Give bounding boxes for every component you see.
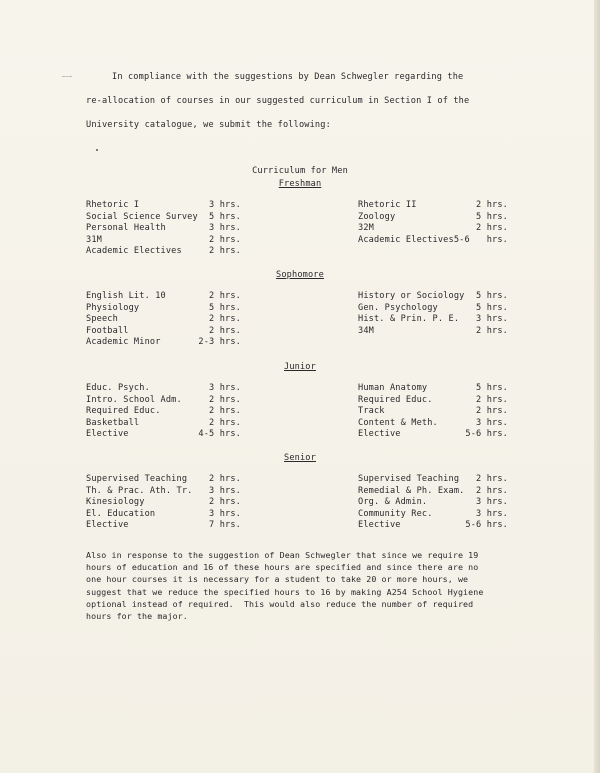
closing-line: Also in response to the suggestion of Dean Schwegler that since we require 19 bbox=[86, 550, 479, 560]
course-hours: 3 hrs. bbox=[209, 383, 241, 393]
intro-line-3: University catalogue, we submit the following: bbox=[86, 120, 331, 130]
course-name: Football bbox=[86, 325, 129, 336]
closing-paragraph bbox=[86, 549, 526, 622]
course-hours: 5 hrs. bbox=[476, 383, 508, 393]
course-hours: 4-5 hrs. bbox=[198, 429, 241, 440]
course-hours: 2 hrs. bbox=[476, 406, 508, 417]
course-name: Zoology bbox=[358, 211, 396, 222]
course-hours: 2 hrs. bbox=[209, 497, 241, 508]
course-hours: 5 hrs. bbox=[209, 211, 241, 222]
course-hours: 7 hrs. bbox=[209, 520, 241, 531]
course-name: Elective bbox=[86, 429, 129, 440]
page-edge bbox=[594, 0, 600, 773]
course-name: 32M bbox=[358, 223, 374, 234]
course-hours: 2 hrs. bbox=[209, 234, 241, 245]
course-hours: 2 hrs. bbox=[476, 394, 508, 405]
closing-line: hours for the major. bbox=[86, 611, 188, 622]
course-hours: 5 hrs. bbox=[476, 291, 508, 301]
year-heading-junior: Junior bbox=[284, 362, 316, 372]
course-hours: 2 hrs. bbox=[209, 394, 241, 405]
course-name: Physiology bbox=[86, 302, 140, 313]
course-hours: 2 hrs. bbox=[209, 246, 241, 257]
course-hours: hrs. bbox=[486, 234, 508, 245]
course-name: Required Educ. bbox=[86, 406, 161, 417]
pencil-mark bbox=[62, 76, 72, 80]
course-name: Supervised Teaching bbox=[86, 474, 188, 484]
course-hours: 2 hrs. bbox=[476, 200, 508, 210]
course-name: Human Anatomy bbox=[358, 383, 428, 393]
course-hours: 2 hrs. bbox=[209, 291, 241, 301]
course-hours: 3 hrs. bbox=[476, 497, 508, 508]
course-name: Educ. Psych. bbox=[86, 383, 150, 393]
course-name: Hist. & Prin. P. E. bbox=[358, 314, 460, 325]
course-hours: 2 hrs. bbox=[209, 474, 241, 484]
course-hours: 3 hrs. bbox=[209, 223, 241, 234]
course-name: History or Sociology bbox=[358, 291, 465, 301]
year-heading-senior: Senior bbox=[284, 453, 316, 463]
course-hours: 2 hrs. bbox=[476, 325, 508, 336]
year-heading-freshman: Freshman bbox=[278, 179, 322, 189]
course-name: Elective bbox=[358, 520, 401, 531]
course-name: 31M bbox=[86, 234, 102, 245]
closing-line: optional instead of required. This would also reduce the number of required bbox=[86, 598, 474, 609]
course-name: 34M bbox=[358, 325, 374, 336]
course-name: Kinesiology bbox=[86, 497, 145, 508]
course-name: Community Rec. bbox=[358, 508, 433, 519]
course-name: Speech bbox=[86, 314, 118, 325]
course-hours: 5 hrs. bbox=[476, 302, 508, 313]
course-name: Academic Minor bbox=[86, 337, 161, 348]
course-hours: 5 hrs. bbox=[209, 302, 241, 313]
course-name: Academic Electives bbox=[86, 246, 182, 257]
intro-line-1: In compliance with the suggestions by Dean Schwegler regarding the bbox=[112, 72, 464, 82]
course-hours: 2 hrs. bbox=[209, 325, 241, 336]
course-name: Required Educ. bbox=[358, 394, 433, 405]
course-hours: 2 hrs. bbox=[476, 223, 508, 234]
course-hours: 5-6 hrs. bbox=[465, 429, 508, 440]
course-name: Elective bbox=[358, 429, 401, 440]
course-name: Org. & Admin. bbox=[358, 497, 428, 508]
course-name: Personal Health bbox=[86, 223, 166, 234]
course-name: Remedial & Ph. Exam. bbox=[358, 485, 465, 496]
course-hours: 5 hrs. bbox=[476, 211, 508, 222]
course-name: El. Education bbox=[86, 508, 156, 519]
course-hours: 2 hrs. bbox=[209, 314, 241, 325]
curriculum-title: Curriculum for Men bbox=[252, 166, 348, 176]
course-name: Th. & Prac. Ath. Tr. bbox=[86, 485, 193, 496]
course-name: Rhetoric I bbox=[86, 200, 140, 210]
course-name: Content & Meth. bbox=[358, 417, 438, 428]
course-hours: 3 hrs. bbox=[476, 314, 508, 325]
closing-line: suggest that we reduce the specified hours to 16 by making A254 School Hygiene bbox=[86, 586, 484, 597]
course-name: Academic Electives5-6 bbox=[358, 234, 470, 245]
year-heading-sophomore: Sophomore bbox=[276, 270, 324, 280]
closing-line: hours of education and 16 of these hours are specified and since there are no bbox=[86, 562, 479, 573]
course-name: Supervised Teaching bbox=[358, 474, 460, 484]
course-hours: 3 hrs. bbox=[209, 508, 241, 519]
course-name: Track bbox=[358, 406, 385, 417]
course-hours: 2 hrs. bbox=[209, 417, 241, 428]
course-name: Elective bbox=[86, 520, 129, 531]
course-name: Intro. School Adm. bbox=[86, 394, 182, 405]
course-name: Gen. Psychology bbox=[358, 302, 438, 313]
closing-line: one hour courses it is necessary for a student to take 20 or more hours, we bbox=[86, 574, 469, 585]
course-hours: 2 hrs. bbox=[476, 485, 508, 496]
ink-dot bbox=[96, 149, 98, 151]
course-hours: 2-3 hrs. bbox=[198, 337, 241, 348]
course-hours: 3 hrs. bbox=[209, 200, 241, 210]
course-name: Basketball bbox=[86, 417, 140, 428]
course-hours: 2 hrs. bbox=[476, 474, 508, 484]
course-hours: 3 hrs. bbox=[476, 417, 508, 428]
course-name: English Lit. 10 bbox=[86, 291, 166, 301]
course-hours: 5-6 hrs. bbox=[465, 520, 508, 531]
course-hours: 3 hrs. bbox=[476, 508, 508, 519]
intro-line-2: re-allocation of courses in our suggested curriculum in Section I of the bbox=[86, 96, 470, 106]
course-name: Social Science Survey bbox=[86, 211, 198, 222]
course-name: Rhetoric II bbox=[358, 200, 417, 210]
course-hours: 2 hrs. bbox=[209, 406, 241, 417]
course-hours: 3 hrs. bbox=[209, 485, 241, 496]
